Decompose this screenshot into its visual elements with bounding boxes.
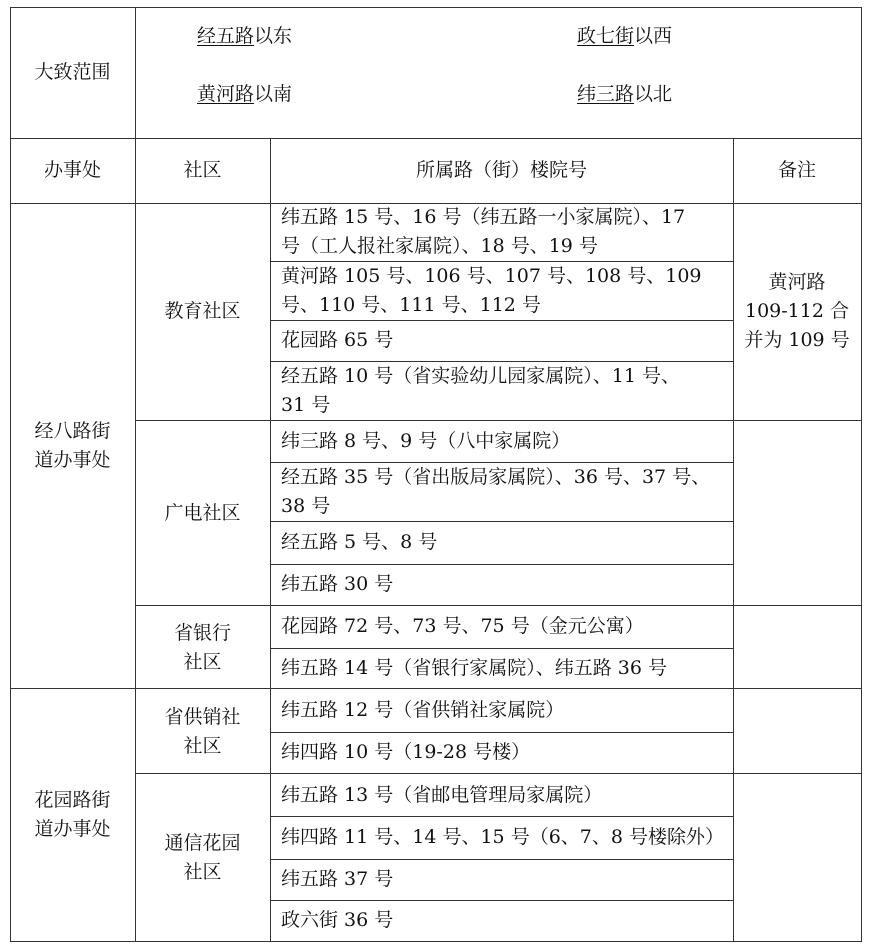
address-line: 38 号 bbox=[281, 495, 331, 517]
community-name: 广电社区 bbox=[164, 502, 241, 524]
boundary-west bbox=[577, 22, 672, 51]
boundary-road: 黄河路 bbox=[197, 83, 255, 105]
community-separator-line bbox=[135, 420, 862, 421]
address-line: 花园路 72 号、73 号、75 号（金元公寓） bbox=[281, 615, 644, 637]
community-name-line: 社区 bbox=[183, 861, 222, 883]
table-border-right bbox=[861, 7, 862, 942]
community-name bbox=[135, 703, 270, 761]
address-row-line bbox=[270, 521, 734, 522]
office-name bbox=[10, 786, 135, 844]
column-header-community: 社区 bbox=[183, 159, 222, 181]
address-line: 纬五路 15 号、16 号（纬五路一小家属院）、17 bbox=[281, 206, 686, 228]
address-line: 纬五路 14 号（省银行家属院）、纬五路 36 号 bbox=[281, 657, 668, 679]
address-line: 号（工人报社家属院）、18 号、19 号 bbox=[281, 235, 598, 257]
address-line: 纬四路 11 号、14 号、15 号（6、7、8 号楼除外） bbox=[281, 826, 724, 848]
address-line: 黄河路 105 号、106 号、107 号、108 号、109 bbox=[281, 265, 702, 287]
address-line: 纬五路 12 号（省供销社家属院） bbox=[281, 699, 565, 721]
table-border-bottom bbox=[10, 941, 862, 942]
boundary-suffix: 以南 bbox=[254, 83, 293, 105]
address-row-line bbox=[270, 320, 734, 321]
address-line: 经五路 10 号（省实验幼儿园家属院）、11 号、 bbox=[281, 365, 680, 387]
address-cell bbox=[281, 463, 729, 521]
address-row-line bbox=[270, 564, 734, 565]
address-cell bbox=[281, 781, 729, 810]
column-header-notes: 备注 bbox=[777, 159, 816, 181]
boundary-north bbox=[577, 80, 672, 109]
note-line: 109-112 合 bbox=[745, 300, 849, 322]
office-name-line: 道办事处 bbox=[34, 449, 111, 471]
community-separator-line bbox=[135, 605, 862, 606]
address-cell bbox=[281, 738, 729, 767]
address-line: 号、110 号、111 号、112 号 bbox=[281, 294, 541, 316]
community-name-line: 省银行 bbox=[173, 622, 231, 644]
address-line: 纬五路 30 号 bbox=[281, 573, 394, 595]
address-cell bbox=[281, 427, 729, 456]
office-separator-line bbox=[10, 688, 862, 689]
address-line: 花园路 65 号 bbox=[281, 329, 394, 351]
header-range-bottom-line bbox=[10, 138, 862, 139]
table-border-top bbox=[10, 7, 862, 8]
community-name-line: 省供销社 bbox=[164, 706, 241, 728]
address-cell bbox=[281, 823, 729, 852]
address-row-line bbox=[270, 732, 734, 733]
community-name-line: 社区 bbox=[183, 735, 222, 757]
address-line: 政六街 36 号 bbox=[281, 909, 394, 931]
address-cell bbox=[281, 654, 729, 683]
note-text bbox=[733, 268, 861, 355]
address-cell bbox=[281, 326, 729, 355]
community-name bbox=[135, 829, 270, 887]
boundary-suffix: 以西 bbox=[634, 25, 673, 47]
office-name-line: 道办事处 bbox=[34, 818, 111, 840]
address-line: 经五路 5 号、8 号 bbox=[281, 531, 438, 553]
range-label: 大致范围 bbox=[34, 61, 111, 83]
address-cell bbox=[281, 528, 729, 557]
column-header-addresses: 所属路（街）楼院号 bbox=[415, 159, 587, 181]
address-line: 经五路 35 号（省出版局家属院）、36 号、37 号、 bbox=[281, 466, 711, 488]
col-line-office bbox=[135, 7, 136, 942]
address-line: 纬五路 37 号 bbox=[281, 868, 394, 890]
address-cell bbox=[281, 612, 729, 641]
address-row-line bbox=[270, 648, 734, 649]
address-cell bbox=[281, 570, 729, 599]
address-row-line bbox=[270, 859, 734, 860]
boundary-road: 政七街 bbox=[577, 25, 635, 47]
note-line: 并为 109 号 bbox=[744, 329, 850, 351]
boundary-road: 经五路 bbox=[197, 25, 255, 47]
boundary-suffix: 以东 bbox=[254, 25, 293, 47]
address-line: 纬五路 13 号（省邮电管理局家属院） bbox=[281, 784, 603, 806]
office-name-line: 经八路街 bbox=[34, 420, 111, 442]
community-name-line: 通信花园 bbox=[164, 832, 241, 854]
address-row-line bbox=[270, 900, 734, 901]
address-cell bbox=[281, 262, 729, 320]
address-line: 纬四路 10 号（19-28 号楼） bbox=[281, 741, 531, 763]
office-name-line: 花园路街 bbox=[34, 789, 111, 811]
address-cell bbox=[281, 865, 729, 894]
boundary-suffix: 以北 bbox=[634, 83, 673, 105]
community-name-line: 社区 bbox=[183, 651, 222, 673]
boundary-road: 纬三路 bbox=[577, 83, 635, 105]
address-row-line bbox=[270, 816, 734, 817]
column-header-office: 办事处 bbox=[43, 159, 101, 181]
address-line: 31 号 bbox=[281, 394, 331, 416]
community-name: 教育社区 bbox=[164, 300, 241, 322]
note-line: 黄河路 bbox=[768, 271, 826, 293]
boundary-south bbox=[197, 80, 292, 109]
address-cell bbox=[281, 203, 729, 261]
address-cell bbox=[281, 696, 729, 725]
address-cell bbox=[281, 362, 729, 420]
community-separator-line bbox=[135, 773, 862, 774]
col-line-address bbox=[733, 138, 734, 942]
col-line-community bbox=[270, 138, 271, 942]
boundary-east bbox=[197, 22, 292, 51]
community-name bbox=[135, 619, 270, 677]
address-cell bbox=[281, 906, 729, 935]
office-name bbox=[10, 417, 135, 475]
address-line: 纬三路 8 号、9 号（八中家属院） bbox=[281, 430, 571, 452]
